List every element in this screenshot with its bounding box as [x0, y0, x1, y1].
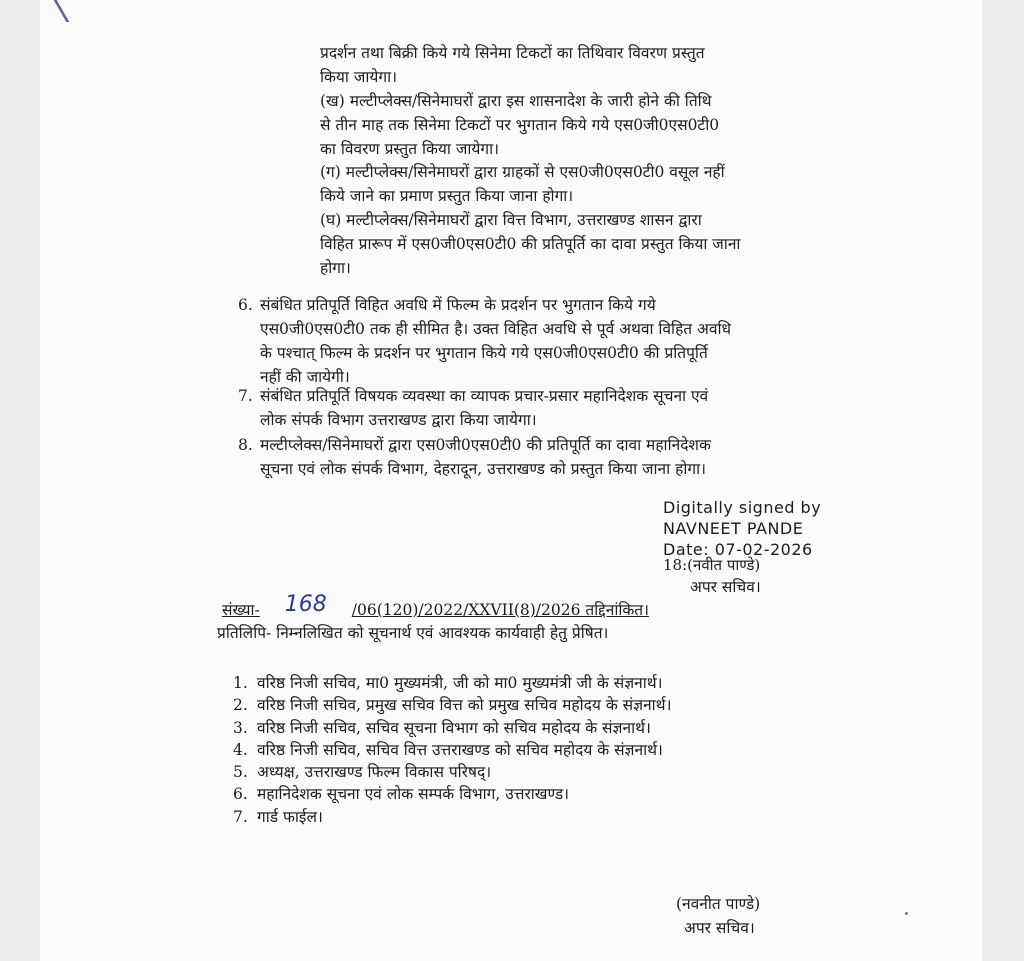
clause-line: विहित प्रारूप में एस0जी0एस0टी0 की प्रतिपूर्ति का दावा प्रस्तुत किया जाना — [320, 235, 741, 253]
clause-line: होगा। — [320, 259, 351, 277]
reference-suffix: /06(120)/2022/XXVII(8)/2026 तद्दिनांकित। — [351, 601, 649, 619]
signatory-post: अपर सचिव। — [690, 578, 761, 596]
list-number: 6. — [233, 785, 248, 804]
item-line: नहीं की जायेगी। — [260, 368, 350, 386]
item-line: सूचना एवं लोक संपर्क विभाग, देहरादून, उत्तराखण्ड को प्रस्तुत किया जाना होगा। — [260, 460, 706, 478]
list-item — [233, 806, 671, 828]
signature-date: Date: 07-02-2026 — [663, 540, 813, 559]
cc-list — [233, 672, 671, 828]
reference-prefix: संख्या- — [222, 601, 260, 619]
list-text: महानिदेशक सूचना एवं लोक सम्पर्क विभाग, उत्तराखण्ड। — [257, 785, 570, 804]
intro-paragraph — [320, 41, 820, 89]
list-number: 7. — [233, 807, 248, 826]
list-text: वरिष्ठ निजी सचिव, सचिव सूचना विभाग को सचिव महोदय के संज्ञनार्थ। — [257, 718, 651, 737]
clause-line: से तीन माह तक सिनेमा टिकटों पर भुगतान किये गये एस0जी0एस0टी0 — [320, 116, 720, 134]
list-item — [233, 672, 671, 694]
list-item — [233, 717, 671, 739]
final-signatory-post: अपर सचिव। — [684, 919, 755, 937]
clause-line: (ख) मल्टीप्लेक्स/सिनेमाघरों द्वारा इस शासनादेश के जारी होने की तिथि — [320, 92, 712, 110]
clause-ga — [320, 160, 820, 208]
intro-line: किया जायेगा। — [320, 68, 397, 86]
final-signatory-name: (नवनीत पाण्डे) — [676, 895, 761, 913]
item-line: संबंधित प्रतिपूर्ति विषयक व्यवस्था का व्यापक प्रचार-प्रसार महानिदेशक सूचना एवं — [260, 387, 709, 405]
clause-line: किये जाने का प्रमाण प्रस्तुत किया जाना होगा। — [320, 187, 574, 205]
signature-overlap-text: 18:(नवीत पाण्डे) — [663, 556, 761, 574]
list-number: 4. — [233, 740, 248, 759]
list-text: वरिष्ठ निजी सचिव, प्रमुख सचिव वित्त को प्रमुख सचिव महोदय के संज्ञनार्थ। — [257, 696, 672, 715]
reference-number-line — [222, 592, 649, 621]
list-item — [233, 739, 671, 761]
list-number: 5. — [233, 763, 248, 782]
item-line: एस0जी0एस0टी0 तक ही सीमित है। उक्त विहित अवधि से पूर्व अथवा विहित अवधि — [260, 320, 732, 338]
item-number: 8. — [238, 436, 253, 454]
ink-dot — [905, 912, 908, 915]
list-number: 1. — [233, 674, 248, 692]
item-line: मल्टीप्लेक्स/सिनेमाघरों द्वारा एस0जी0एस0टी0 की प्रतिपूर्ति का दावा महानिदेशक — [260, 436, 711, 454]
item-line: लोक संपर्क विभाग उत्तराखण्ड द्वारा किया जायेगा। — [260, 411, 537, 429]
list-text: अध्यक्ष, उत्तराखण्ड फिल्म विकास परिषद्। — [257, 763, 492, 782]
signature-line: Digitally signed by — [663, 498, 822, 517]
clause-gha — [320, 208, 820, 280]
clause-line: का विवरण प्रस्तुत किया जायेगा। — [320, 140, 499, 158]
list-item — [233, 694, 671, 716]
list-number: 2. — [233, 696, 248, 715]
clause-line: (ग) मल्टीप्लेक्स/सिनेमाघरों द्वारा ग्राहकों से एस0जी0एस0टी0 वसूल नहीं — [320, 163, 725, 181]
clause-kha — [320, 89, 820, 161]
copy-intro: प्रतिलिपि- निम्नलिखित को सूचनार्थ एवं आवश्यक कार्यवाही हेतु प्रेषित। — [217, 624, 609, 642]
intro-line: प्रदर्शन तथा बिक्री किये गये सिनेमा टिकटों का तिथिवार विवरण प्रस्तुत — [320, 44, 705, 62]
list-text: गार्ड फाईल। — [257, 807, 323, 826]
list-item — [233, 761, 671, 783]
digital-signature — [663, 497, 821, 560]
list-text: वरिष्ठ निजी सचिव, सचिव वित्त उत्तराखण्ड को सचिव महोदय के संज्ञनार्थ। — [257, 740, 663, 759]
item-number: 6. — [238, 296, 253, 314]
list-item — [233, 783, 671, 805]
item-line: के पश्चात् फिल्म के प्रदर्शन पर भुगतान किये गये एस0जी0एस0टी0 की प्रतिपूर्ति — [260, 344, 708, 362]
item-number: 7. — [238, 387, 253, 405]
signer-name: NAVNEET PANDE — [663, 519, 804, 538]
item-line: संबंधित प्रतिपूर्ति विहित अवधि में फिल्म के प्रदर्शन पर भुगतान किये गये — [260, 296, 656, 314]
list-text: वरिष्ठ निजी सचिव, मा0 मुख्यमंत्री, जी को मा0 मुख्यमंत्री जी के संज्ञनार्थ। — [257, 674, 663, 692]
handwritten-number: 168 — [284, 592, 327, 617]
clause-line: (घ) मल्टीप्लेक्स/सिनेमाघरों द्वारा वित्त विभाग, उत्तराखण्ड शासन द्वारा — [320, 211, 702, 229]
list-number: 3. — [233, 718, 248, 737]
